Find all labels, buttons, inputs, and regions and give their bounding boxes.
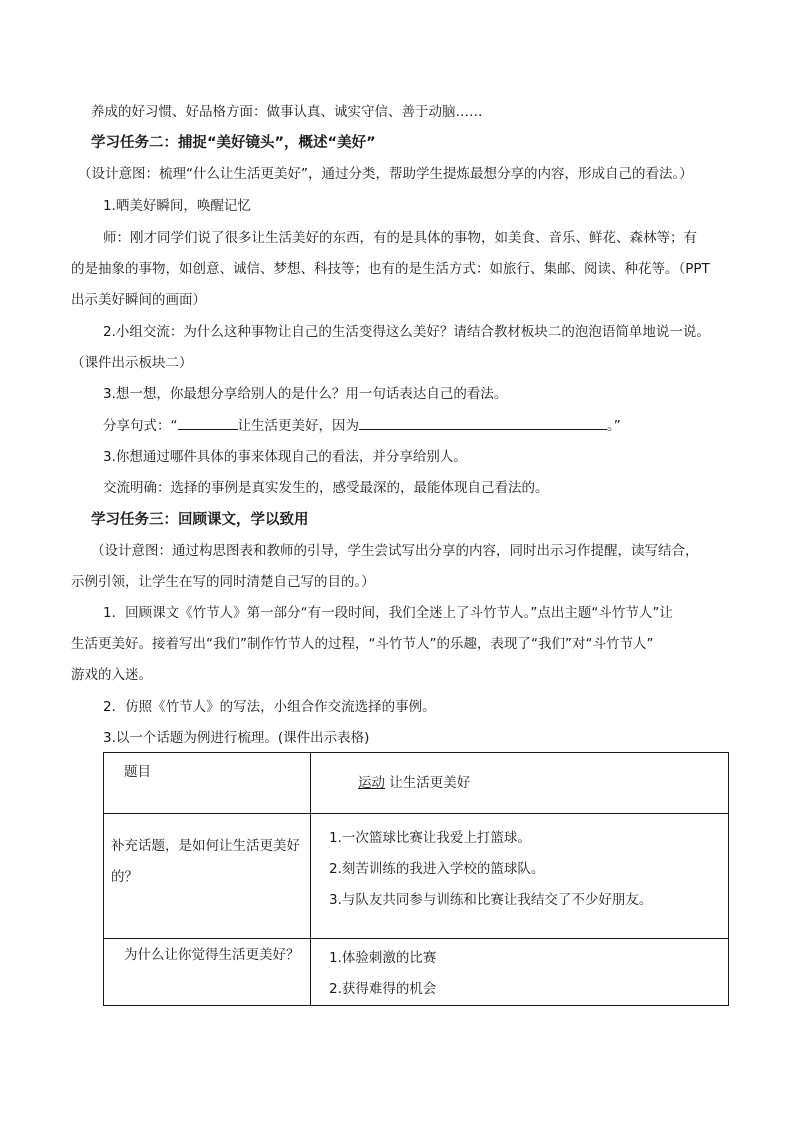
list-item: 2.获得难得的机会 [329, 981, 437, 997]
line-5: 师：刚才同学们说了很多让生活美好的东西，有的是具体的事物，如美食、音乐、鲜花、森林等；有 [103, 230, 697, 246]
share-middle: 让生活更美好，因为 [237, 418, 359, 434]
blank-1 [178, 415, 238, 430]
line-20: 2．仿照《竹节人》的写法，小组合作交流选择的事例。 [103, 699, 436, 715]
how-list [311, 814, 728, 916]
row-label-how-line-1: 补充话题，是如何让生活更美好 [111, 838, 300, 854]
row-label-why: 为什么让你觉得生活更美好？ [124, 947, 300, 963]
list-item: 2.刻苦训练的我进入学校的篮球队。 [329, 861, 545, 877]
line-6: 的是抽象的事物，如创意、诚信、梦想、科技等；也有的是生活方式：如旅行、集邮、阅读、种花等。（PPT [71, 261, 710, 277]
list-item: 1.一次篮球比赛让我爱上打篮球。 [329, 830, 531, 846]
table-cell [104, 753, 311, 814]
line-15: （设计意图：通过构思图表和教师的引导，学生尝试写出分享的内容，同时出示习作提醒，读写结合， [91, 543, 699, 559]
heading-task-3: 学习任务三：回顾课文，学以致用 [91, 512, 309, 528]
line-7: 出示美好瞬间的画面） [71, 292, 206, 308]
line-10: 3.想一想，你最想分享给别人的是什么？用一句话表达自己的看法。 [103, 386, 508, 402]
topic-table [103, 752, 729, 1006]
topic-fill: 运动 [358, 775, 385, 791]
line-9: （课件出示板块二） [71, 355, 193, 371]
table-row [104, 939, 729, 1006]
line-16: 示例引领，让学生在写的同时清楚自己写的目的。） [71, 574, 375, 590]
table-cell [104, 814, 311, 939]
topic-rest: 让生活更美好 [385, 775, 471, 791]
row-label-how-line-2: 的？ [111, 869, 138, 885]
line-4: 1.晒美好瞬间，唤醒记忆 [103, 198, 251, 214]
share-suffix: 。” [607, 418, 621, 434]
list-item: 1.体验刺激的比赛 [329, 950, 437, 966]
table-cell [104, 939, 311, 1006]
table-row [104, 814, 729, 939]
line-17: 1．回顾课文《竹节人》第一部分“有一段时间，我们全迷上了斗竹节人。”点出主题“斗竹节人”让 [103, 605, 673, 621]
line-8: 2.小组交流：为什么这种事物让自己的生活变得这么美好？请结合教材板块二的泡泡语简单地说一说。 [103, 324, 710, 340]
line-19: 游戏的入迷。 [71, 667, 152, 683]
line-13: 交流明确：选择的事例是真实发生的，感受最深的，最能体现自己看法的。 [103, 480, 549, 496]
line-21: 3.以一个话题为例进行梳理。(课件出示表格) [103, 730, 370, 746]
row-label-how [104, 814, 310, 893]
line-18: 生活更美好。接着写出“我们”制作竹节人的过程，“斗竹节人”的乐趣，表现了“我们”对“斗竹节人” [71, 636, 654, 652]
heading-task-2: 学习任务二：捕捉“美好镜头”，概述“美好” [91, 135, 376, 151]
row-label-topic: 题目 [124, 764, 151, 780]
line-1: 养成的好习惯、好品格方面：做事认真、诚实守信、善于动脑…… [91, 104, 483, 120]
table-cell [311, 814, 729, 939]
blank-2 [359, 415, 607, 430]
table-cell [311, 753, 729, 814]
why-list [311, 939, 728, 1005]
list-item: 3.与队友共同参与训练和比赛让我结交了不少好朋友。 [329, 892, 653, 908]
share-sentence [103, 415, 621, 436]
line-3: （设计意图：梳理“什么让生活更美好”，通过分类，帮助学生提炼最想分享的内容，形成自己的看法。） [78, 166, 693, 182]
table-row [104, 753, 729, 814]
topic-value [311, 753, 728, 793]
table-cell [311, 939, 729, 1006]
share-prefix: 分享句式：“ [103, 418, 178, 434]
line-12: 3.你想通过哪件具体的事来体现自己的看法，并分享给别人。 [103, 449, 467, 465]
